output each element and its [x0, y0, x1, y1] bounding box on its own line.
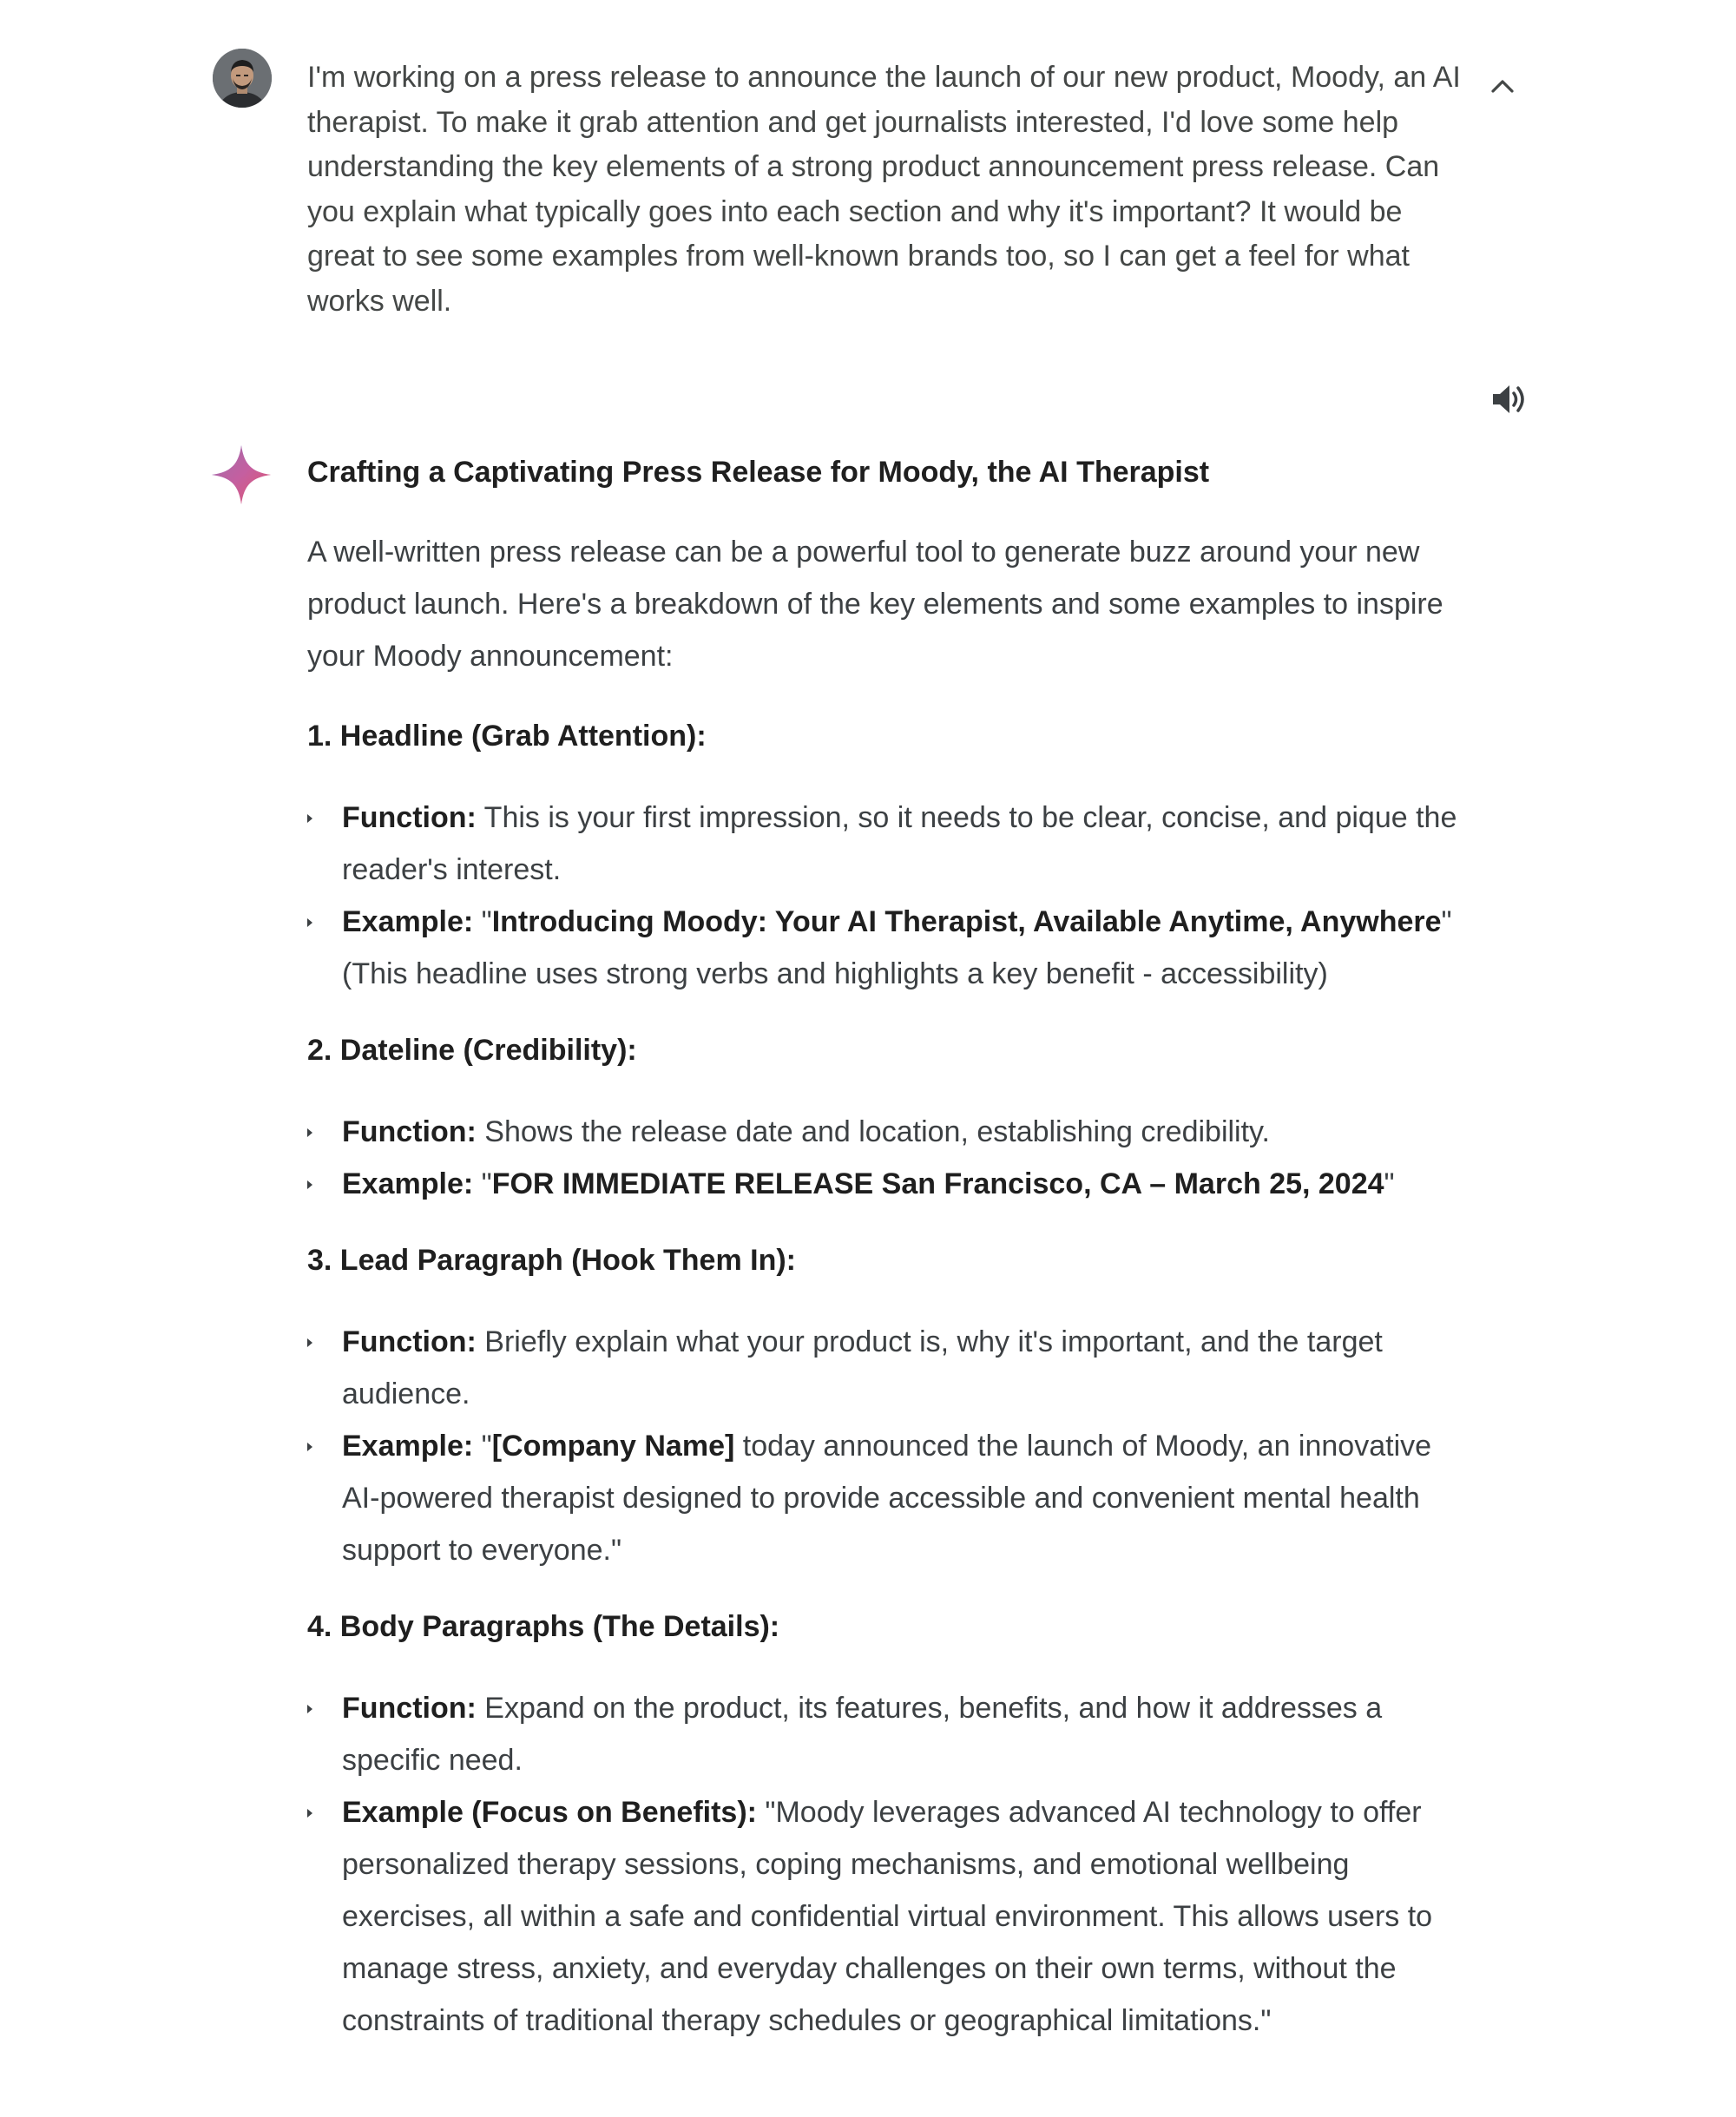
example-label: Example:	[342, 1430, 474, 1463]
function-label: Function:	[342, 1325, 477, 1358]
speaker-icon	[1490, 382, 1530, 417]
example-text: today announced the launch of Moody, an innovative AI-powered therapist designed to provide accessible and convenient mental health support to everyone."	[342, 1430, 1432, 1567]
list-item	[307, 1682, 1470, 1786]
function-text: Shows the release date and location, establishing credibility.	[476, 1115, 1270, 1148]
function-text: This is your first impression, so it needs to be clear, concise, and pique the reader's interest.	[342, 801, 1457, 886]
example-bold-text: Introducing Moody: Your AI Therapist, Available Anytime, Anywhere	[491, 905, 1442, 938]
chevron-up-icon	[1489, 77, 1516, 95]
list-item	[307, 896, 1470, 1000]
response-intro: A well-written press release can be a powerful tool to generate buzz around your new product launch. Here's a breakdown of the key elements and some examples to inspire your Moody announcement:	[307, 536, 1443, 673]
section-heading-body-paragraphs: 4. Body Paragraphs (The Details):	[307, 1610, 780, 1643]
function-text: Expand on the product, its features, benefits, and how it addresses a specific need.	[342, 1692, 1383, 1777]
list-item	[307, 1786, 1470, 2047]
assistant-response	[307, 450, 1470, 2047]
section-list-headline	[307, 792, 1470, 1000]
example-text: " (This headline uses strong verbs and highlights a key benefit - accessibility)	[342, 905, 1452, 990]
list-item	[307, 792, 1470, 896]
sparkle-icon	[210, 444, 273, 506]
function-label: Function:	[342, 1115, 477, 1148]
user-prompt-text: I'm working on a press release to announce the launch of our new product, Moody, an AI therapist. To make it grab attention and get journalists interested, I'd love some help understanding the key elements of a strong product announcement press release. Can you explain what typically goes into each section and why it's important? It would be great to see some examples from well-known brands too, so I can get a feel for what works well.	[307, 61, 1461, 318]
example-open-quote: "	[473, 905, 492, 938]
example-label: Example (Focus on Benefits):	[342, 1796, 757, 1829]
listen-button[interactable]	[1488, 377, 1533, 422]
section-list-lead-paragraph	[307, 1316, 1470, 1576]
collapse-button[interactable]	[1480, 68, 1525, 104]
function-label: Function:	[342, 801, 477, 834]
example-text: "	[1384, 1167, 1395, 1200]
example-text: "Moody leverages advanced AI technology to offer personalized therapy sessions, coping mechanisms, and emotional wellbeing exercises, all within a safe and confidential virtual environment. This allows users to manage stress, anxiety, and everyday challenges on their own terms, without the constraints of traditional therapy schedules or geographical limitations."	[342, 1796, 1433, 2037]
section-heading-headline: 1. Headline (Grab Attention):	[307, 720, 707, 753]
list-item	[307, 1158, 1470, 1210]
section-heading-dateline: 2. Dateline (Credibility):	[307, 1034, 637, 1067]
example-open-quote: "	[473, 1430, 492, 1463]
function-label: Function:	[342, 1692, 477, 1725]
example-bold-text: FOR IMMEDIATE RELEASE San Francisco, CA – March 25, 2024	[491, 1167, 1384, 1200]
list-item	[307, 1106, 1470, 1158]
list-item	[307, 1316, 1470, 1420]
section-list-body-paragraphs	[307, 1682, 1470, 2047]
response-title: Crafting a Captivating Press Release for Moody, the AI Therapist	[307, 456, 1210, 489]
section-list-dateline	[307, 1106, 1470, 1210]
example-label: Example:	[342, 1167, 474, 1200]
function-text: Briefly explain what your product is, why it's important, and the target audience.	[342, 1325, 1383, 1410]
example-open-quote: "	[473, 1167, 492, 1200]
example-bold-text: [Company Name]	[491, 1430, 735, 1463]
user-avatar[interactable]	[213, 49, 272, 108]
list-item	[307, 1420, 1470, 1576]
example-label: Example:	[342, 905, 474, 938]
section-heading-lead-paragraph: 3. Lead Paragraph (Hook Them In):	[307, 1244, 796, 1277]
